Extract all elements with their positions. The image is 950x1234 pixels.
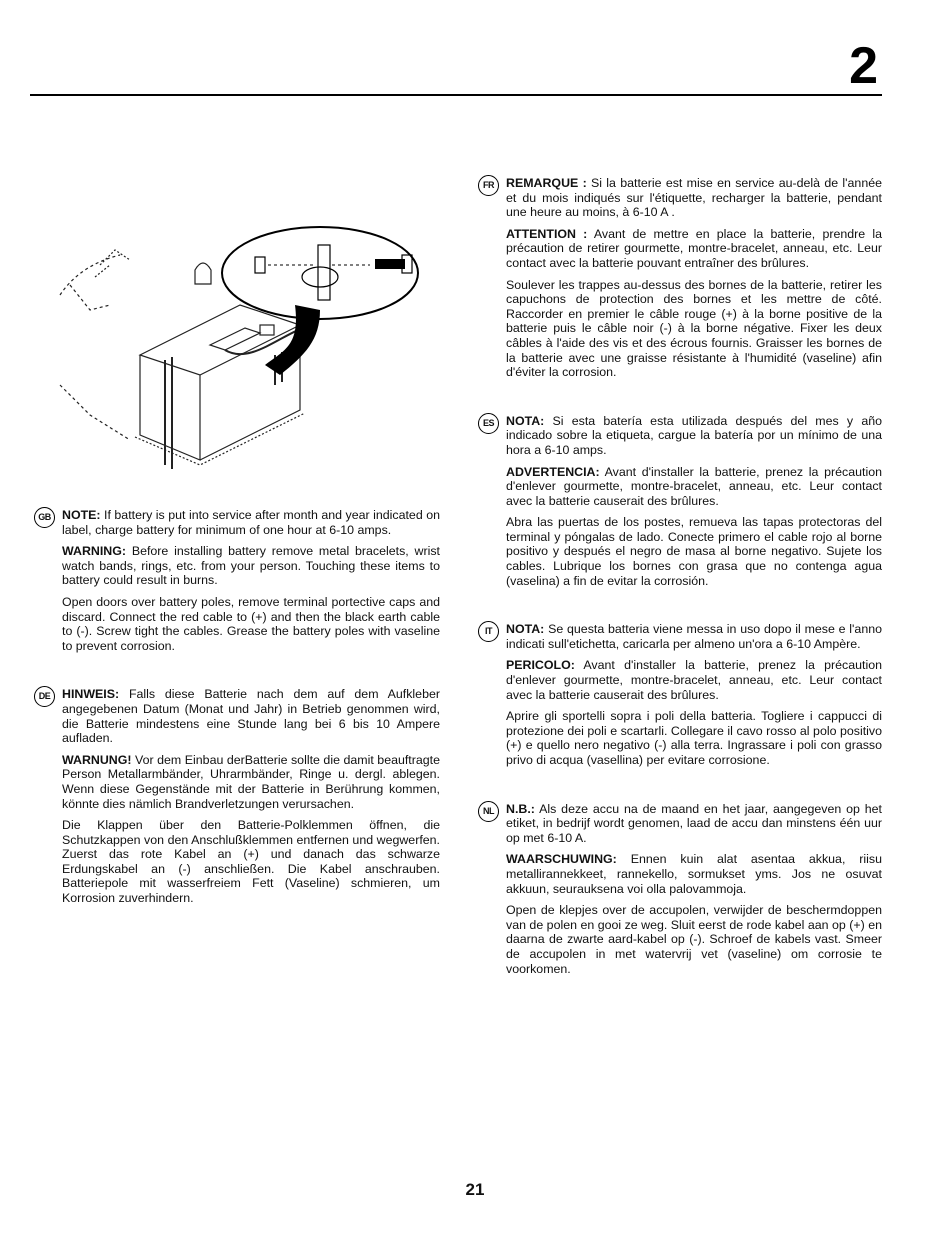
language-badge: GB — [34, 507, 55, 528]
instructions-paragraph: Die Klappen über den Batterie-Polklemmen öffnen, die Schutzkappen von den Anschlußklemmen entfernen und wegwerfen. Zuerst das rote Kabel an (+) und danach das schwarze Erdungskabel an (-) anschließen. Die Kabel anschrauben. Batteriepole mit wasserfreiem Fett (Vaseline) schmieren, um Korrosion zuverhindern. — [62, 818, 440, 906]
right-column — [478, 176, 882, 1010]
note-paragraph — [506, 622, 882, 651]
warning-paragraph — [506, 658, 882, 702]
note-label: NOTA: — [506, 622, 545, 637]
instructions-paragraph: Open de klepjes over de accupolen, verwijder de beschermdoppen van de polen en gooi ze weg. Sluit eerst de rode kabel aan op (+) en daarna de zwarte aard-kabel op (-). Schroef de kabels vast. Smeer de accupolen in met watervrij vet (vaseline) om corrosie te voorkomen. — [506, 903, 882, 976]
page-number: 21 — [465, 1180, 485, 1199]
warning-paragraph — [506, 465, 882, 509]
chapter-number: 2 — [849, 37, 878, 95]
warning-label: WAARSCHUWING: — [506, 852, 617, 867]
section-french — [478, 176, 882, 380]
warning-paragraph — [62, 544, 440, 588]
left-column — [34, 508, 440, 940]
warning-label: ADVERTENCIA: — [506, 464, 600, 479]
language-badge: FR — [478, 175, 499, 196]
warning-label: WARNUNG! — [62, 752, 132, 767]
language-badge: NL — [478, 801, 499, 822]
note-text: Se questa batteria viene messa in uso dopo il mese e l'anno indicati sull'etichetta, caricarla per almeno un'ora a 6-10 Ampère. — [506, 622, 882, 651]
warning-text: Vor dem Einbau derBatterie sollte die damit beauftragte Person Metallarmbänder, Uhrarmbänder, Ringe u. dergl. ablegen. Wenn diese Gegenstände mit der Batterie in Berührung kommen, könnte dies nämlich Brandverletzungen verursachen. — [62, 752, 440, 811]
note-label: NOTA: — [506, 413, 545, 428]
section-english — [34, 508, 440, 653]
language-badge: IT — [478, 621, 499, 642]
note-paragraph — [506, 176, 882, 220]
note-text: Si la batterie est mise en service au-delà de l'année et du mois indiqués sur l'étiquette, recharger la batterie, pendant une heure au moins, à 6-10 A . — [506, 176, 882, 220]
note-label: REMARQUE : — [506, 176, 587, 190]
warning-label: WARNING: — [62, 544, 127, 559]
language-badge: ES — [478, 413, 499, 434]
section-dutch — [478, 802, 882, 977]
section-italian — [478, 622, 882, 767]
instructions-paragraph: Open doors over battery poles, remove terminal portective caps and discard. Connect the red cable to (+) and then the black earth cable to (-). Screw tight the cables. Grease the battery poles with vaseline to prevent corrosion. — [62, 594, 440, 653]
warning-label: PERICOLO: — [506, 658, 575, 673]
warning-text: Avant d'installer la batterie, prenez la précaution d'enlever gourmette, montre-bracelet, anneau, etc. Leur contact avec la batterie causerait des brûlures. — [506, 464, 882, 508]
warning-paragraph — [506, 227, 882, 271]
note-label: HINWEIS: — [62, 687, 120, 702]
warning-text: Ennen kuin alat asentaa akkua, riisu metallirannekkeet, rannekello, sormukset yms. Jos ne osuvat akkuun, seurauksena voi olla palovammoja. — [506, 852, 882, 896]
note-text: Falls diese Batterie nach dem auf dem Aufkleber angegebenen Datum (Monat und Jahr) in Betrieb genommen wird, die Batterie mindestens eine Stunde lang bei 6 bis 10 Ampere aufladen. — [62, 687, 440, 746]
section-spanish — [478, 414, 882, 589]
instructions-paragraph: Aprire gli sportelli sopra i poli della batteria. Togliere i cappucci di protezione dei poli e scartarli. Collegare il cavo rosso al polo positivo (+) e quello nero negativo (-) alla terra. Ingrassare i poli con grasso privo di acqua (vasellina) per evitare corrosione. — [506, 709, 882, 767]
note-label: NOTE: — [62, 508, 101, 522]
warning-text: Avant d'installer la batterie, prenez la précaution d'enlever gourmette, montre-bracelet, anneau, etc. Leur contact avec la batterie causerait des brûlures. — [506, 658, 882, 702]
warning-paragraph — [62, 753, 440, 811]
warning-text: Before installing battery remove metal bracelets, wrist watch bands, rings, etc. from your person. Touching these items to battery could result in burns. — [62, 544, 440, 588]
battery-illustration — [50, 225, 430, 487]
header-rule — [30, 94, 882, 96]
note-label: N.B.: — [506, 801, 535, 816]
note-text: Als deze accu na de maand en het jaar, aangegeven op het etiket, in bedrijf wordt genomen, laad de accu dan minstens één uur op met 6-10 A. — [506, 801, 882, 845]
warning-text: Avant de mettre en place la batterie, prendre la précaution de retirer gourmette, montre-bracelet, anneau, etc. Leur contact avec la batterie pouvant entraîner des brûlures. — [506, 226, 883, 270]
instructions-paragraph: Abra las puertas de los postes, remueva las tapas protectoras del terminal y póngalas de lado. Conecte primero el cable rojo al borne positivo y después el negro de masa al borne negativo. Sujete los cables. Lubrique los bornes con grasa que no contenga agua (vaselina) a fin de evitar la corrosión. — [506, 515, 882, 588]
note-paragraph — [62, 508, 440, 537]
note-text: If battery is put into service after month and year indicated on label, charge battery for minimum of one hour at 6-10 amps. — [62, 508, 440, 537]
note-paragraph — [506, 802, 882, 846]
note-paragraph — [62, 687, 440, 745]
warning-paragraph — [506, 852, 882, 896]
note-text: Si esta batería esta utilizada después del mes y año indicado sobre la etiqueta, cargue la batería por un mínimo de una hora a 6-10 amps. — [506, 413, 882, 457]
warning-label: ATTENTION : — [506, 226, 588, 241]
section-german — [34, 687, 440, 905]
instructions-paragraph: Soulever les trappes au-dessus des bornes de la batterie, retirer les capuchons de protection des bornes et les mettre de côté. Raccorder en premier le câble rouge (+) à la borne positive de la batterie puis le câble noir (-) à la borne négative. Fixer les deux câbles à l'aide des vis et des écrous fournis. Graisser les bornes de la batterie avec une graisse résistante à l'humidité (vaseline) afin d'éviter la corrosion. — [506, 277, 882, 380]
language-badge: DE — [34, 686, 55, 707]
note-paragraph — [506, 414, 882, 458]
